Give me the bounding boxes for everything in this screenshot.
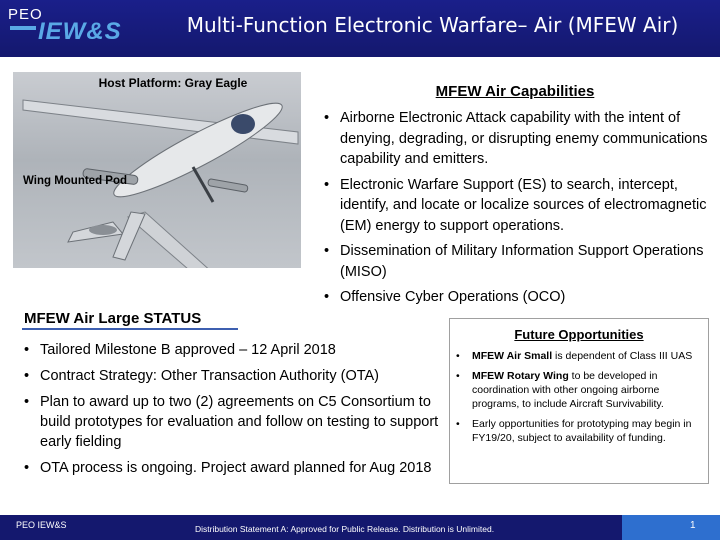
host-platform-caption: Host Platform: Gray Eagle [98, 76, 248, 90]
list-item: • Early opportunities for prototyping may begin in FY19/20, subject to availability of funding. [456, 417, 702, 445]
gray-eagle-photo [13, 72, 301, 268]
list-item [456, 369, 702, 411]
peo-iews-logo [8, 6, 138, 50]
page-number: 1 [690, 520, 696, 531]
slide-title: Multi-Function Electronic Warfare– Air (MFEW Air) [186, 13, 679, 37]
footer-org: PEO IEW&S [16, 520, 67, 530]
aircraft-illustration [13, 72, 301, 268]
future-opportunities-box [449, 318, 709, 484]
list-item: • OTA process is ongoing. Project award planned for Aug 2018 [20, 458, 440, 478]
logo-accent-bar [10, 26, 36, 30]
distribution-statement: Distribution Statement A: Approved for Public Release. Distribution is Unlimited. [195, 524, 495, 534]
future-item-bold: MFEW Air Small [472, 350, 553, 362]
list-item: • Tailored Milestone B approved – 12 April 2018 [20, 340, 440, 360]
list-item: • Airborne Electronic Attack capability with the intent of denying, degrading, or disrupting enemy communications capability and emitters. [318, 108, 713, 170]
future-item-bold: MFEW Rotary Wing [472, 370, 569, 382]
list-item [456, 349, 702, 363]
list-item: • Plan to award up to two (2) agreements on C5 Consortium to build prototypes for evaluation and follow on testing to support early fielding [20, 392, 440, 452]
status-heading: MFEW Air Large STATUS [24, 310, 202, 327]
list-item: • Contract Strategy: Other Transaction Authority (OTA) [20, 366, 440, 386]
future-heading: Future Opportunities [514, 327, 644, 342]
logo-peo-text: PEO [8, 6, 43, 23]
wing-pod-caption: Wing Mounted Pod [23, 175, 128, 187]
capabilities-list [318, 108, 713, 313]
capabilities-heading: MFEW Air Capabilities [435, 83, 595, 100]
future-item-text: to be developed in coordination with other ongoing airborne programs, to include Aircraft Survivability. [472, 370, 664, 410]
footer-page-box [622, 515, 720, 540]
status-list [20, 340, 440, 484]
future-list [456, 349, 702, 451]
list-item: • Electronic Warfare Support (ES) to search, intercept, identify, and locate or localize sources of electromagnetic (EM) energy to support operations. [318, 175, 713, 237]
status-underline [22, 328, 238, 330]
list-item: • Offensive Cyber Operations (OCO) [318, 287, 713, 308]
future-item-text: is dependent of Class III UAS [552, 350, 693, 362]
logo-iews-text: IEW&S [38, 18, 122, 45]
list-item: • Dissemination of Military Information Support Operations (MISO) [318, 241, 713, 282]
